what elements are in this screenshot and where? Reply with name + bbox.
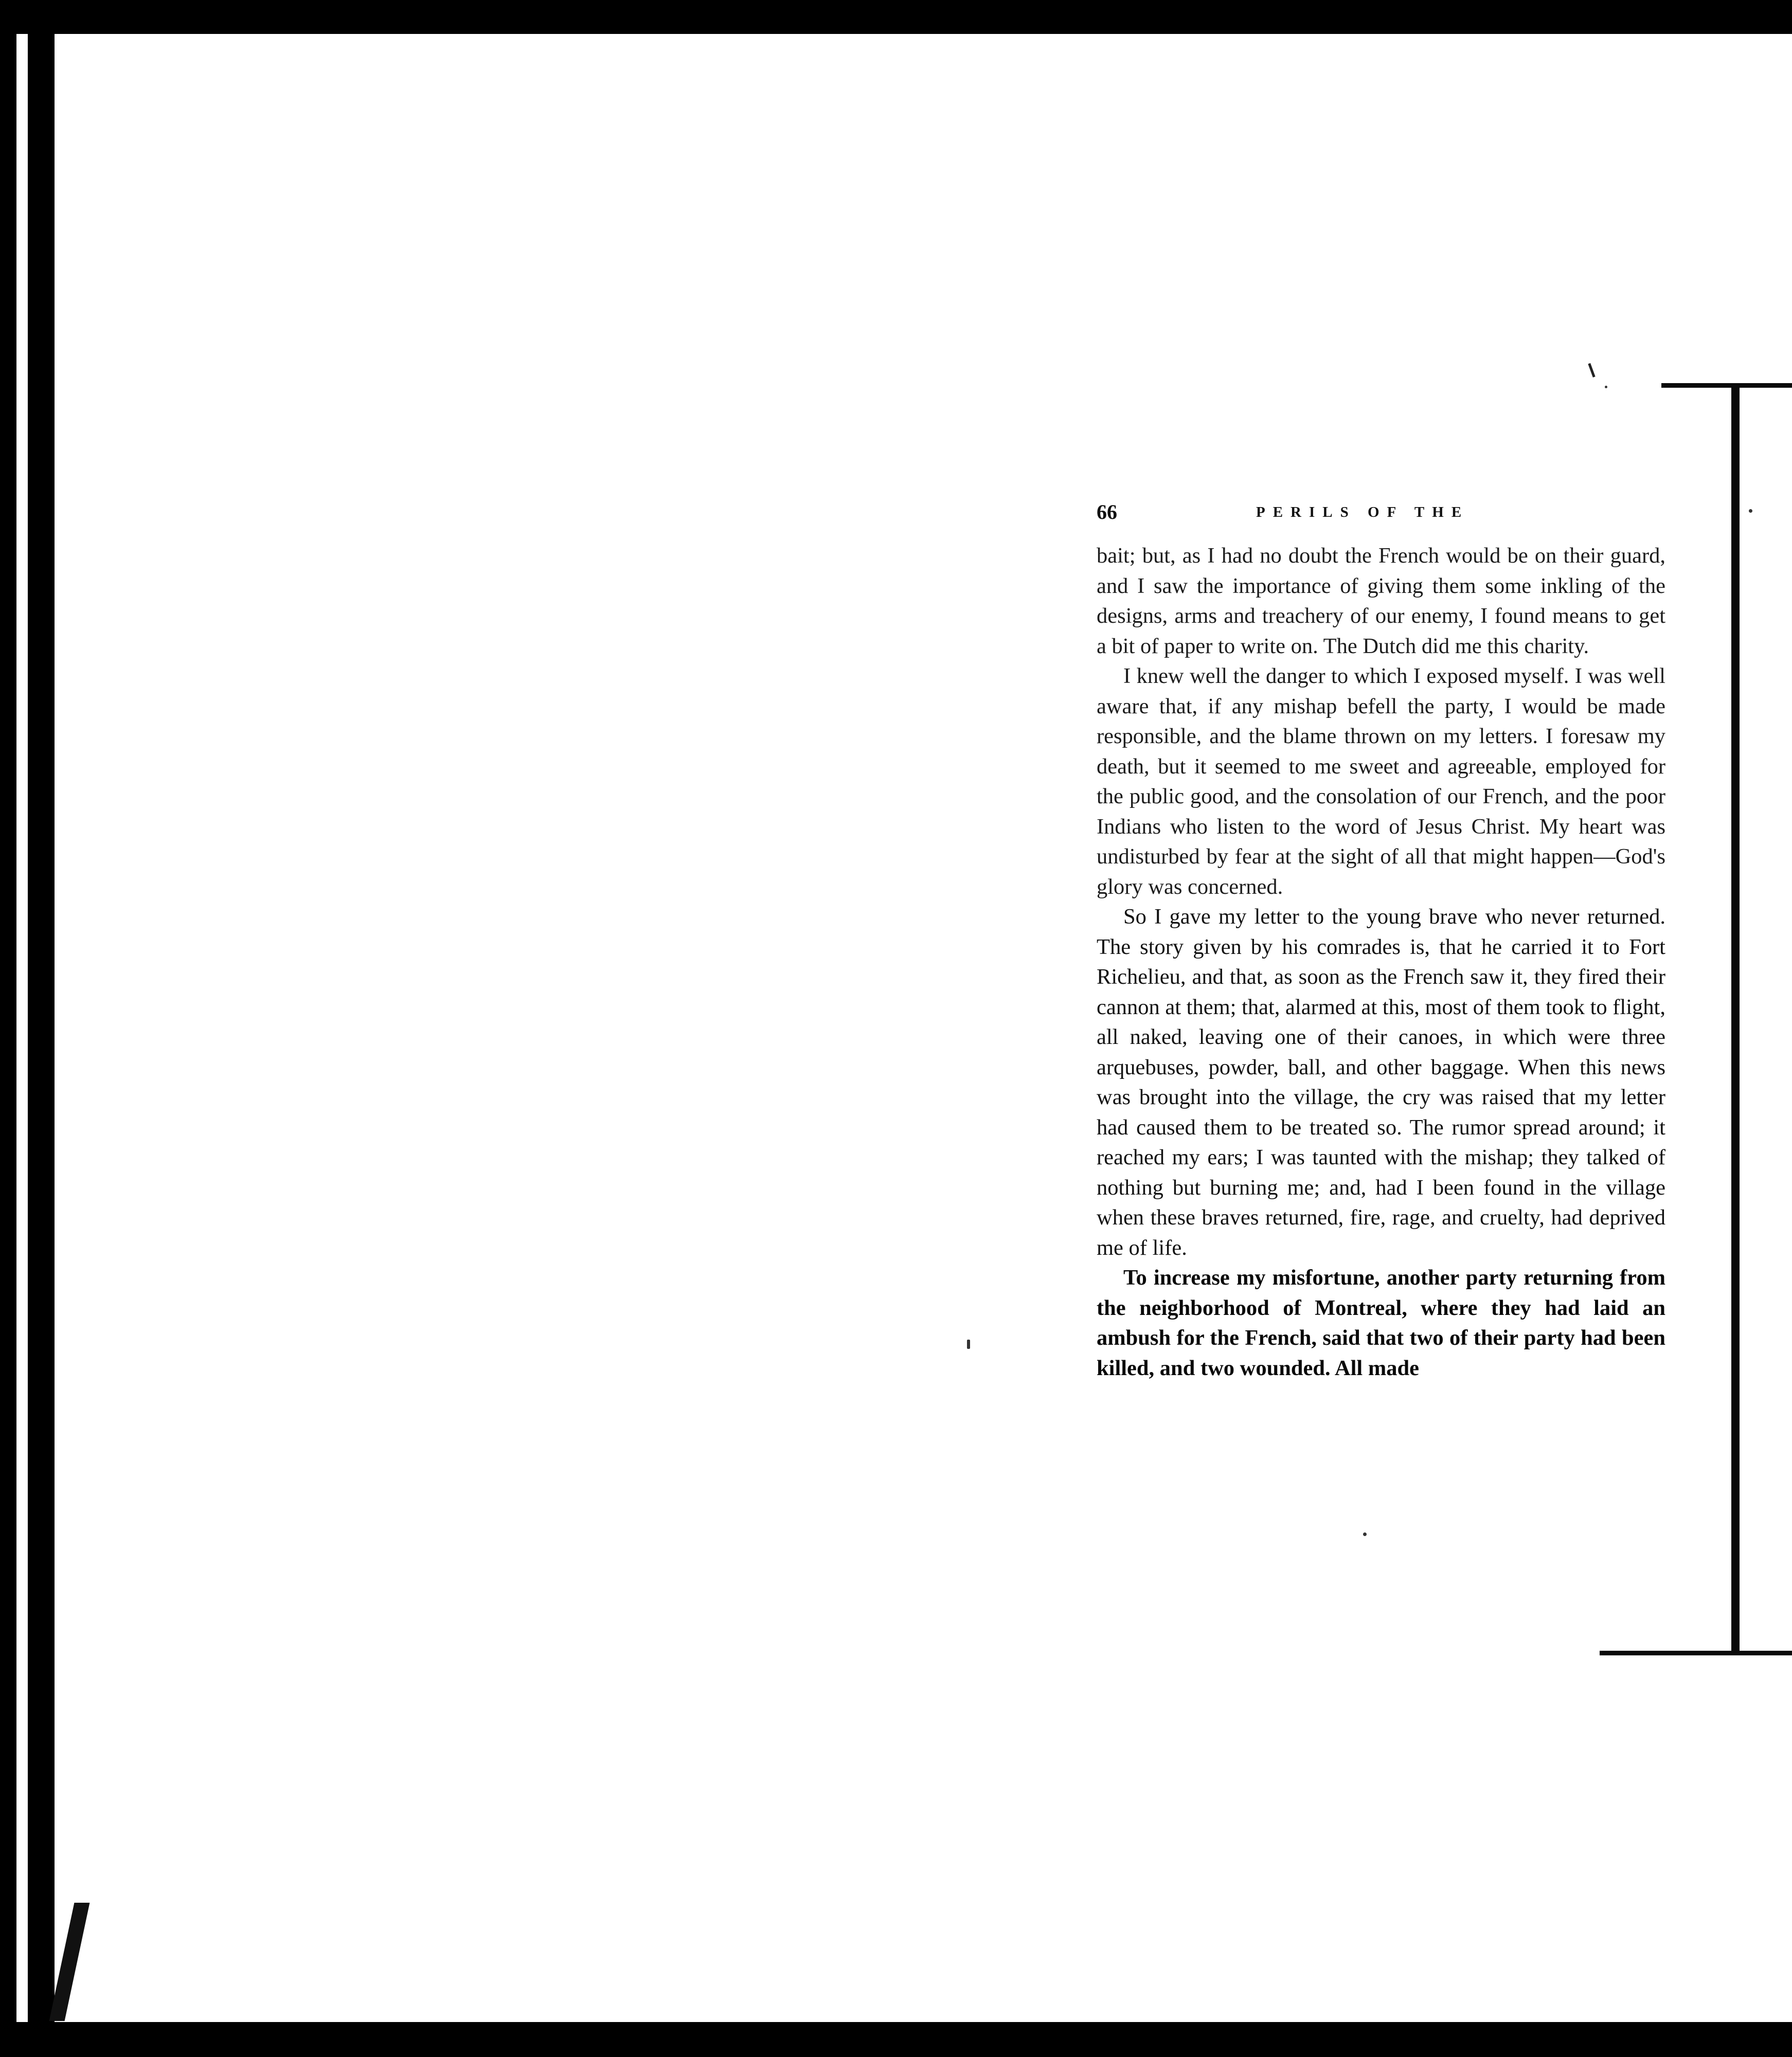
scan-border-bottom [0,2022,1792,2057]
scan-speck [1363,1532,1367,1536]
page-edge-right [1731,383,1740,1653]
scan-speck [967,1340,970,1349]
paragraph: To increase my misfortune, another party returning from the neighborhood of Montreal, where they had laid an ambush for the French, said that two of their party had been killed, and two wounded. All made [1097,1266,1665,1380]
page-number: 66 [1097,500,1117,524]
paragraph: So I gave my letter to the young brave who never returned. The story given by his comrades is, that he carried it to Fort Richelieu, and that, as soon as the French saw it, they fired their cannon at them; that, alarmed at this, most of them took to flight, all naked, leaving one of their canoes, in which were three arquebuses, powder, ball, and other baggage. When this news was brought into the village, the cry was raised that my letter had caused them to be treated so. The rumor spread around; it reached my ears; I was taunted with the mishap; they talked of nothing but burning me; and, had I been found in the village when these braves returned, fire, rage, and cruelty, had deprived me of life. [1097,905,1665,1260]
scan-border-top [0,0,1792,34]
paragraph: bait; but, as I had no doubt the French would be on their guard, and I saw the importance of giving them some inkling of the designs, arms and treachery of our enemy, I found means to get a bit of paper to write on. The Dutch did me this charity. [1097,544,1665,658]
page-edge-top [1661,383,1792,388]
book-page [1097,500,1665,1383]
running-head [1097,500,1665,536]
scan-smudge [49,1903,90,2021]
scan-border-left-gap [16,34,28,2022]
paragraph: I knew well the danger to which I exposed myself. I was well aware that, if any mishap befell the party, I would be made responsible, and the blame thrown on my letters. I foresaw my death, but it seemed to me sweet and agreeable, employed for the public good, and the consolation of our French, and the poor Indians who listen to the word of Jesus Christ. My heart was undisturbed by fear at the sight of all that might happen—God's glory was concerned. [1097,664,1665,899]
scan-speck [1605,386,1607,388]
running-title: PERILS OF THE [1256,504,1470,520]
body-text [1097,541,1665,1383]
scan-mark-tick [1588,363,1595,377]
scan-speck [1749,509,1752,513]
page-edge-bottom [1600,1651,1792,1655]
